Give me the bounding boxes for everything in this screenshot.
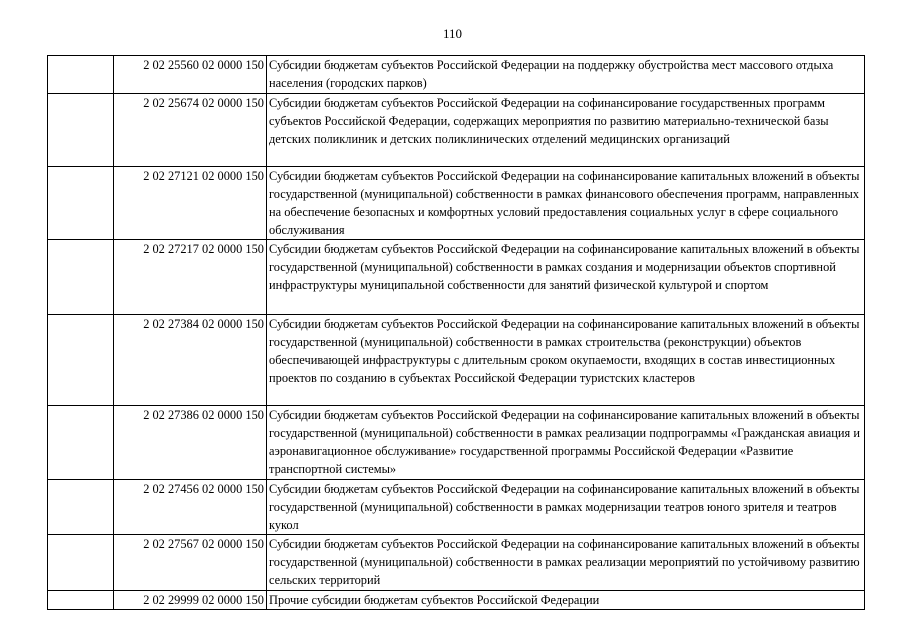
- table-row: [48, 480, 865, 535]
- description-cell: Прочие субсидии бюджетам субъектов Российской Федерации: [267, 591, 865, 610]
- budget-code-cell: 2 02 29999 02 0000 150: [114, 591, 267, 610]
- admin-code-cell: [48, 535, 114, 591]
- description-cell: Субсидии бюджетам субъектов Российской Федерации на софинансирование капитальных вложений в объекты государственной (муниципальной) собственности в рамках создания и модернизации объектов спортивной инфраструктуры муниципальной собственности для занятий физической культурой и спортом: [267, 240, 865, 315]
- admin-code-cell: [48, 56, 114, 94]
- revenue-codes-table: [47, 55, 865, 610]
- table-row: [48, 315, 865, 406]
- budget-code-cell: 2 02 27217 02 0000 150: [114, 240, 267, 315]
- budget-code-cell: 2 02 27384 02 0000 150: [114, 315, 267, 406]
- table-row: [48, 240, 865, 315]
- description-cell: Субсидии бюджетам субъектов Российской Федерации на софинансирование государственных программ субъектов Российской Федерации, содержащих мероприятия по развитию материально-технической базы детских поликлиник и детских поликлинических отделений медицинских организаций: [267, 94, 865, 167]
- table-row: [48, 535, 865, 591]
- admin-code-cell: [48, 480, 114, 535]
- description-cell: Субсидии бюджетам субъектов Российской Федерации на софинансирование капитальных вложений в объекты государственной (муниципальной) собственности в рамках строительства (реконструкции) объектов обеспечивающей инфраструктуры с длительным сроком окупаемости, входящих в состав инвестиционных проектов по созданию в субъектах Российской Федерации туристских кластеров: [267, 315, 865, 406]
- table-row: [48, 167, 865, 240]
- description-cell: Субсидии бюджетам субъектов Российской Федерации на софинансирование капитальных вложений в объекты государственной (муниципальной) собственности в рамках реализации мероприятий по устойчивому развитию сельских территорий: [267, 535, 865, 591]
- description-cell: Субсидии бюджетам субъектов Российской Федерации на софинансирование капитальных вложений в объекты государственной (муниципальной) собственности в рамках финансового обеспечения программ, направленных на обеспечение безопасных и комфортных условий предоставления социальных услуг в сфере социального обслуживания: [267, 167, 865, 240]
- budget-code-cell: 2 02 27567 02 0000 150: [114, 535, 267, 591]
- admin-code-cell: [48, 167, 114, 240]
- table-row: [48, 406, 865, 480]
- admin-code-cell: [48, 406, 114, 480]
- table-row: [48, 56, 865, 94]
- description-cell: Субсидии бюджетам субъектов Российской Федерации на софинансирование капитальных вложений в объекты государственной (муниципальной) собственности в рамках модернизации театров юного зрителя и театров кукол: [267, 480, 865, 535]
- admin-code-cell: [48, 94, 114, 167]
- admin-code-cell: [48, 591, 114, 610]
- page-number: 110: [442, 26, 463, 41]
- description-cell: Субсидии бюджетам субъектов Российской Федерации на софинансирование капитальных вложений в объекты государственной (муниципальной) собственности в рамках реализации подпрограммы «Гражданская авиация и аэронавигационное обслуживание» государственной программы Российской Федерации «Развитие транспортной системы»: [267, 406, 865, 480]
- description-cell: Субсидии бюджетам субъектов Российской Федерации на поддержку обустройства мест массового отдыха населения (городских парков): [267, 56, 865, 94]
- budget-code-cell: 2 02 27121 02 0000 150: [114, 167, 267, 240]
- budget-code-cell: 2 02 27456 02 0000 150: [114, 480, 267, 535]
- admin-code-cell: [48, 315, 114, 406]
- table-row: [48, 591, 865, 610]
- table-row: [48, 94, 865, 167]
- admin-code-cell: [48, 240, 114, 315]
- budget-code-cell: 2 02 27386 02 0000 150: [114, 406, 267, 480]
- budget-code-cell: 2 02 25674 02 0000 150: [114, 94, 267, 167]
- budget-code-cell: 2 02 25560 02 0000 150: [114, 56, 267, 94]
